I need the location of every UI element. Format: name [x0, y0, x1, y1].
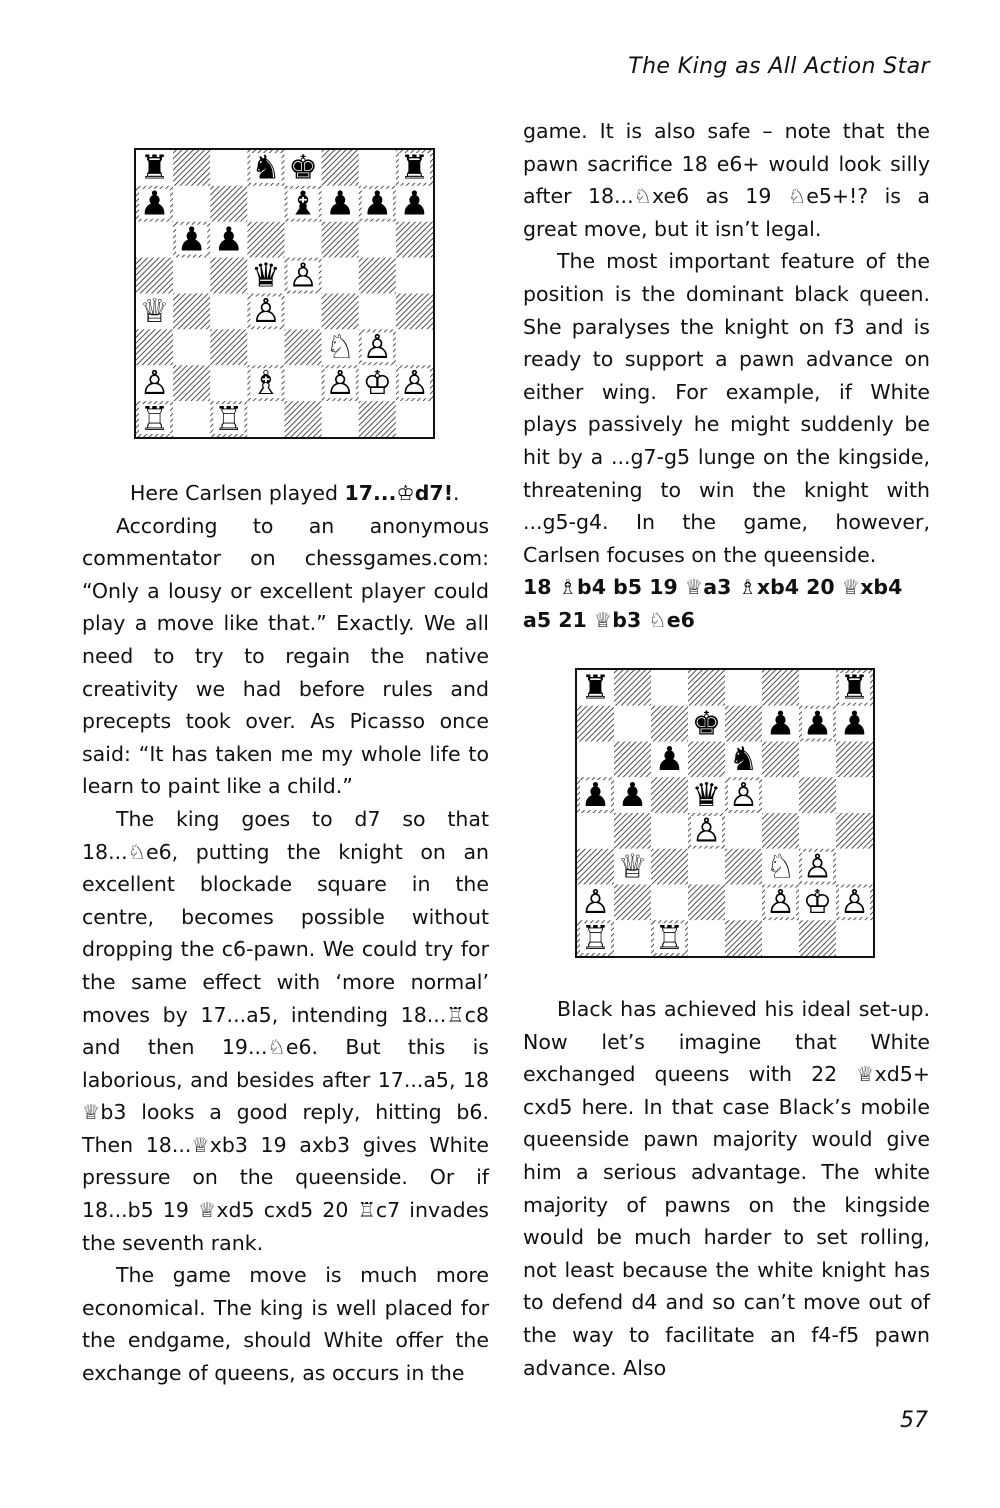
d2-square: [688, 742, 725, 778]
d2-square: [651, 670, 688, 706]
d2-square: [836, 849, 873, 885]
running-head: The King as All Action Star: [628, 54, 930, 79]
d2-white-queen-b3: ♕: [617, 846, 648, 886]
d1-black-pawn-b6: ♟: [176, 219, 207, 259]
d1-square: [285, 365, 322, 401]
d1-black-pawn-f7: ♟: [325, 183, 355, 223]
d2-square: [762, 920, 799, 956]
d1-square: [247, 222, 284, 258]
d1-square: [247, 401, 284, 437]
chess-diagram-1: [134, 148, 435, 439]
para-suffix: .: [453, 481, 460, 505]
d2-square: [651, 777, 688, 813]
left-column: [82, 477, 489, 1390]
d2-square: [614, 813, 651, 849]
d1-square: [322, 258, 359, 294]
paragraph-king-to-d7: The king goes to d7 so that 18...♘e6, putting the knight on an excellent blockade square in the centre, becomes possible without dropping the c6-pawn. We could try for the same effect with ‘more normal’ moves by 17...a5, intending 18...♖c8 and then 19...♘e6. But this is laborious, and besides after 17...a5, 18 ♕b3 looks a good reply, hitting b6. Then 18...♕xb3 19 axb3 gives White pressure on the queenside. Or if 18...b5 19 ♕xd5 cxd5 20 ♖c7 invades the seventh rank.: [82, 806, 489, 1255]
d1-white-bishop-d2: ♗: [251, 362, 281, 402]
d2-square: [614, 885, 651, 921]
d1-square: [396, 294, 433, 330]
d1-square: [322, 150, 359, 186]
d1-square: [322, 401, 359, 437]
d1-black-pawn-g7: ♟: [362, 183, 393, 223]
d1-square: [173, 186, 210, 222]
d2-white-knight-f3: ♘: [765, 846, 796, 886]
d2-black-rook-h8: ♜: [839, 670, 870, 707]
d1-square: [285, 401, 322, 437]
d1-black-pawn-c6: ♟: [214, 219, 244, 259]
d2-square: [799, 813, 836, 849]
d1-square: [173, 258, 210, 294]
paragraph-ideal-setup: Black has achieved his ideal set-up. Now let’s imagine that White exchanged queens with 22 ♕xd5+ cxd5 here. In that case Black’s mobile queenside pawn majority would give him a serious advantage. The white majority of pawns on the kingside would be much harder to set rolling, not least because the white knight has to defend d4 and so can’t move out of the way to facilitate an f4-f5 pawn advance. Also: [523, 997, 930, 1380]
d2-white-pawn-h2: ♙: [839, 882, 870, 922]
d2-square: [762, 670, 799, 706]
d1-white-rook-c1: ♖: [214, 398, 244, 437]
d2-black-king-d7: ♚: [691, 703, 722, 743]
d2-square: [651, 813, 688, 849]
d2-square: [577, 706, 614, 742]
paragraph-game-move: The game move is much more economical. The king is well placed for the endgame, should White offer the exchange of queens, as occurs in the: [82, 1263, 489, 1386]
d2-square: [725, 706, 762, 742]
d2-black-queen-d5: ♛: [691, 774, 722, 814]
d2-square: [614, 706, 651, 742]
d1-white-pawn-g3: ♙: [362, 327, 393, 367]
game-moves: 18 ♗b4 b5 19 ♕a3 ♗xb4 20 ♕xb4 a5 21 ♕b3 ♘e6: [523, 575, 903, 632]
d1-white-queen-a4: ♕: [139, 291, 170, 331]
d2-white-pawn-a2: ♙: [580, 882, 611, 922]
d2-black-pawn-a5: ♟: [580, 774, 611, 814]
d2-square: [688, 885, 725, 921]
d2-white-pawn-e5: ♙: [728, 774, 759, 814]
d1-white-pawn-h2: ♙: [399, 362, 430, 402]
d1-black-king-e8: ♚: [288, 150, 318, 187]
d1-square: [359, 258, 396, 294]
d1-square: [359, 401, 396, 437]
d1-square: [210, 150, 247, 186]
d2-square: [577, 849, 614, 885]
d2-square: [688, 920, 725, 956]
paragraph-anonymous-commentator: According to an anonymous commentator on chessgames.com: “Only a lousy or excellent player could play a move like that.” Exactly. We all need to try to regain the native creativity we had before rules and precepts took over. As Picasso once said: “It has taken me my whole life to learn to paint like a child.”: [82, 513, 489, 799]
d1-square: [396, 329, 433, 365]
d1-square: [359, 222, 396, 258]
d2-square: [688, 849, 725, 885]
d1-square: [396, 258, 433, 294]
d2-square: [762, 777, 799, 813]
d2-black-pawn-g7: ♟: [802, 703, 833, 743]
d2-square: [799, 670, 836, 706]
d2-black-pawn-b5: ♟: [617, 774, 648, 814]
d1-black-rook-h8: ♜: [399, 150, 430, 187]
d1-square: [285, 329, 322, 365]
d2-black-pawn-c6: ♟: [654, 739, 685, 779]
d1-white-pawn-d4: ♙: [251, 291, 281, 331]
d1-white-pawn-a2: ♙: [139, 362, 170, 402]
right-column-top: [523, 115, 930, 637]
d2-square: [614, 920, 651, 956]
d2-square: [651, 706, 688, 742]
d2-square: [577, 742, 614, 778]
d1-square: [210, 294, 247, 330]
d1-square: [210, 258, 247, 294]
d1-square: [247, 329, 284, 365]
d1-white-rook-a1: ♖: [139, 398, 170, 437]
d2-square: [799, 920, 836, 956]
d2-white-king-g2: ♔: [802, 882, 833, 922]
d1-square: [285, 222, 322, 258]
d2-square: [762, 742, 799, 778]
d2-square: [725, 849, 762, 885]
d2-black-knight-e6: ♞: [728, 739, 759, 779]
d1-square: [396, 401, 433, 437]
d1-square: [173, 365, 210, 401]
d1-square: [396, 222, 433, 258]
d2-square: [614, 742, 651, 778]
d1-square: [359, 294, 396, 330]
d2-square: [799, 742, 836, 778]
d2-square: [836, 920, 873, 956]
chess-diagram-2: [575, 668, 875, 958]
d1-square: [210, 365, 247, 401]
d2-square: [577, 813, 614, 849]
d2-square: [651, 885, 688, 921]
d1-square: [136, 329, 173, 365]
diagram-2-svg: [577, 670, 873, 956]
d1-black-knight-d8: ♞: [251, 150, 281, 187]
page-number: 57: [900, 1408, 928, 1433]
d2-square: [725, 813, 762, 849]
d1-square: [322, 294, 359, 330]
d1-white-pawn-f2: ♙: [325, 362, 355, 402]
d2-white-pawn-f2: ♙: [765, 882, 796, 922]
d1-square: [173, 329, 210, 365]
d1-black-pawn-a7: ♟: [139, 183, 170, 223]
d2-square: [725, 885, 762, 921]
d1-square: [210, 329, 247, 365]
d2-square: [799, 777, 836, 813]
d2-white-pawn-g3: ♙: [802, 846, 833, 886]
d1-square: [173, 150, 210, 186]
d1-black-bishop-e7: ♝: [288, 183, 318, 223]
d1-black-pawn-h7: ♟: [399, 183, 430, 223]
d1-square: [247, 186, 284, 222]
paragraph-continuation: game. It is also safe – note that the pawn sacrifice 18 e6+ would look silly after 18...♘xe6 as 19 ♘e5+!? is a great move, but it isn’t legal.: [523, 119, 930, 241]
d2-square: [651, 849, 688, 885]
d1-white-pawn-e5: ♙: [288, 255, 318, 295]
d2-square: [688, 670, 725, 706]
d1-square: [136, 222, 173, 258]
d2-white-pawn-d4: ♙: [691, 810, 722, 850]
para-prefix: Here Carlsen played: [130, 481, 345, 505]
d1-square: [173, 294, 210, 330]
d1-square: [136, 258, 173, 294]
paragraph-carlsen-move: [82, 477, 489, 510]
diagram-1-svg: [136, 150, 433, 437]
right-column-bottom: [523, 993, 930, 1384]
d1-square: [322, 222, 359, 258]
d1-square: [285, 294, 322, 330]
d1-white-knight-f3: ♘: [325, 327, 355, 367]
d2-square: [762, 813, 799, 849]
bold-move: 17...♔d7!: [344, 481, 454, 505]
d2-square: [614, 670, 651, 706]
d2-square: [836, 742, 873, 778]
paragraph-dominant-queen: The most important feature of the position is the dominant black queen. She paralyses the knight on f3 and is ready to support a pawn advance on either wing. For example, if White plays passively he might suddenly be hit by a ...g7-g5 lunge on the kingside, threatening to win the knight with ...g5-g4. In the game, however, Carlsen focuses on the queenside.: [523, 249, 930, 567]
d2-black-rook-a8: ♜: [580, 670, 611, 707]
d1-black-rook-a8: ♜: [139, 150, 170, 187]
d2-black-pawn-h7: ♟: [839, 703, 870, 743]
d1-black-queen-d5: ♛: [251, 255, 281, 295]
d1-square: [359, 150, 396, 186]
d2-square: [836, 813, 873, 849]
d1-square: [210, 186, 247, 222]
d2-black-pawn-f7: ♟: [765, 703, 796, 743]
d2-white-rook-a1: ♖: [580, 917, 611, 956]
d2-white-rook-c1: ♖: [654, 917, 685, 956]
d1-white-king-g2: ♔: [362, 362, 393, 402]
d2-square: [725, 670, 762, 706]
d2-square: [836, 777, 873, 813]
d2-square: [725, 920, 762, 956]
d1-square: [173, 401, 210, 437]
